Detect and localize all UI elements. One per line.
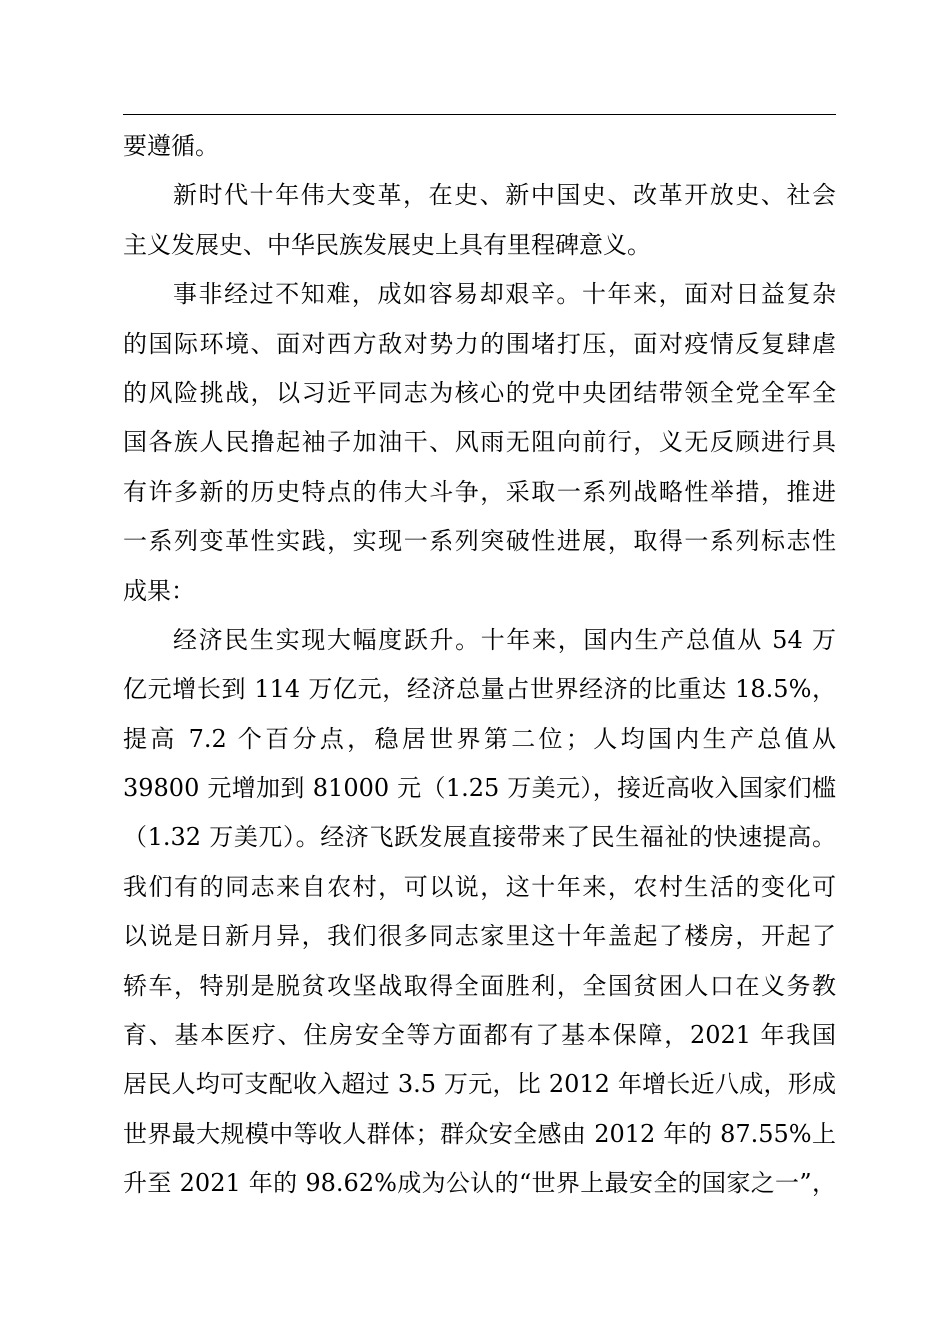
text-line: 新时代十年伟大变革，在史、新中国史、改革开放史、社会 xyxy=(173,181,836,210)
text-line: 事非经过不知难，成如容易却艰辛。十年来，面对日益复杂 xyxy=(173,280,836,309)
text-line: 国各族人民撸起袖子加油干、风雨无阻向前行，义无反顾进行具 xyxy=(123,428,836,457)
body-text xyxy=(123,122,836,1209)
text-line: 要遵循。 xyxy=(123,132,219,160)
text-line: 居民人均可支配收入超过 3.5 万元，比 2012 年增长近八成，形成 xyxy=(123,1070,836,1099)
text-line: 育、基本医疗、住房安全等方面都有了基本保障，2021 年我国 xyxy=(123,1021,836,1050)
text-line: 的国际环境、面对西方敌对势力的围堵打压，面对疫情反复肆虐 xyxy=(123,329,836,358)
text-line: 升至 2021 年的 98.62%成为公认的“世界上最安全的国家之一”， xyxy=(123,1169,836,1198)
text-line: 有许多新的历史特点的伟大斗争，采取一系列战略性举措，推进 xyxy=(123,477,836,506)
text-line: 轿车，特别是脱贫攻坚战取得全面胜利，全国贫困人口在义务教 xyxy=(123,971,836,1000)
text-line: 以说是日新月异，我们很多同志家里这十年盖起了楼房，开起了 xyxy=(123,922,836,951)
text-line: 成果： xyxy=(123,576,195,605)
text-line: 亿元增长到 114 万亿元，经济总量占世界经济的比重达 18.5%， xyxy=(123,675,836,704)
header-rule xyxy=(123,114,836,115)
text-line: 提高 7.2 个百分点，稳居世界第二位；人均国内生产总值从 xyxy=(123,724,836,753)
text-line: 的风险挑战，以习近平同志为核心的党中央团结带领全党全军全 xyxy=(123,378,836,407)
text-line: 主义发展史、中华民族发展史上具有里程碑意义。 xyxy=(123,230,651,259)
text-line: 一系列变革性实践，实现一系列突破性进展，取得一系列标志性 xyxy=(123,527,836,556)
text-line: （1.32 万美兀）。经济飞跃发展直接带来了民生福祉的快速提高。 xyxy=(123,823,836,852)
text-line: 我们有的同志来自农村，可以说，这十年来，农村生活的变化可 xyxy=(123,872,836,901)
text-line: 39800 元增加到 81000 元（1.25 万美元），接近高收入国家们槛 xyxy=(123,774,836,803)
text-line: 经济民生实现大幅度跃升。十年来，国内生产总值从 54 万 xyxy=(173,625,836,654)
text-line: 世界最大规模中等收人群体；群众安全感由 2012 年的 87.55%上 xyxy=(123,1119,836,1148)
